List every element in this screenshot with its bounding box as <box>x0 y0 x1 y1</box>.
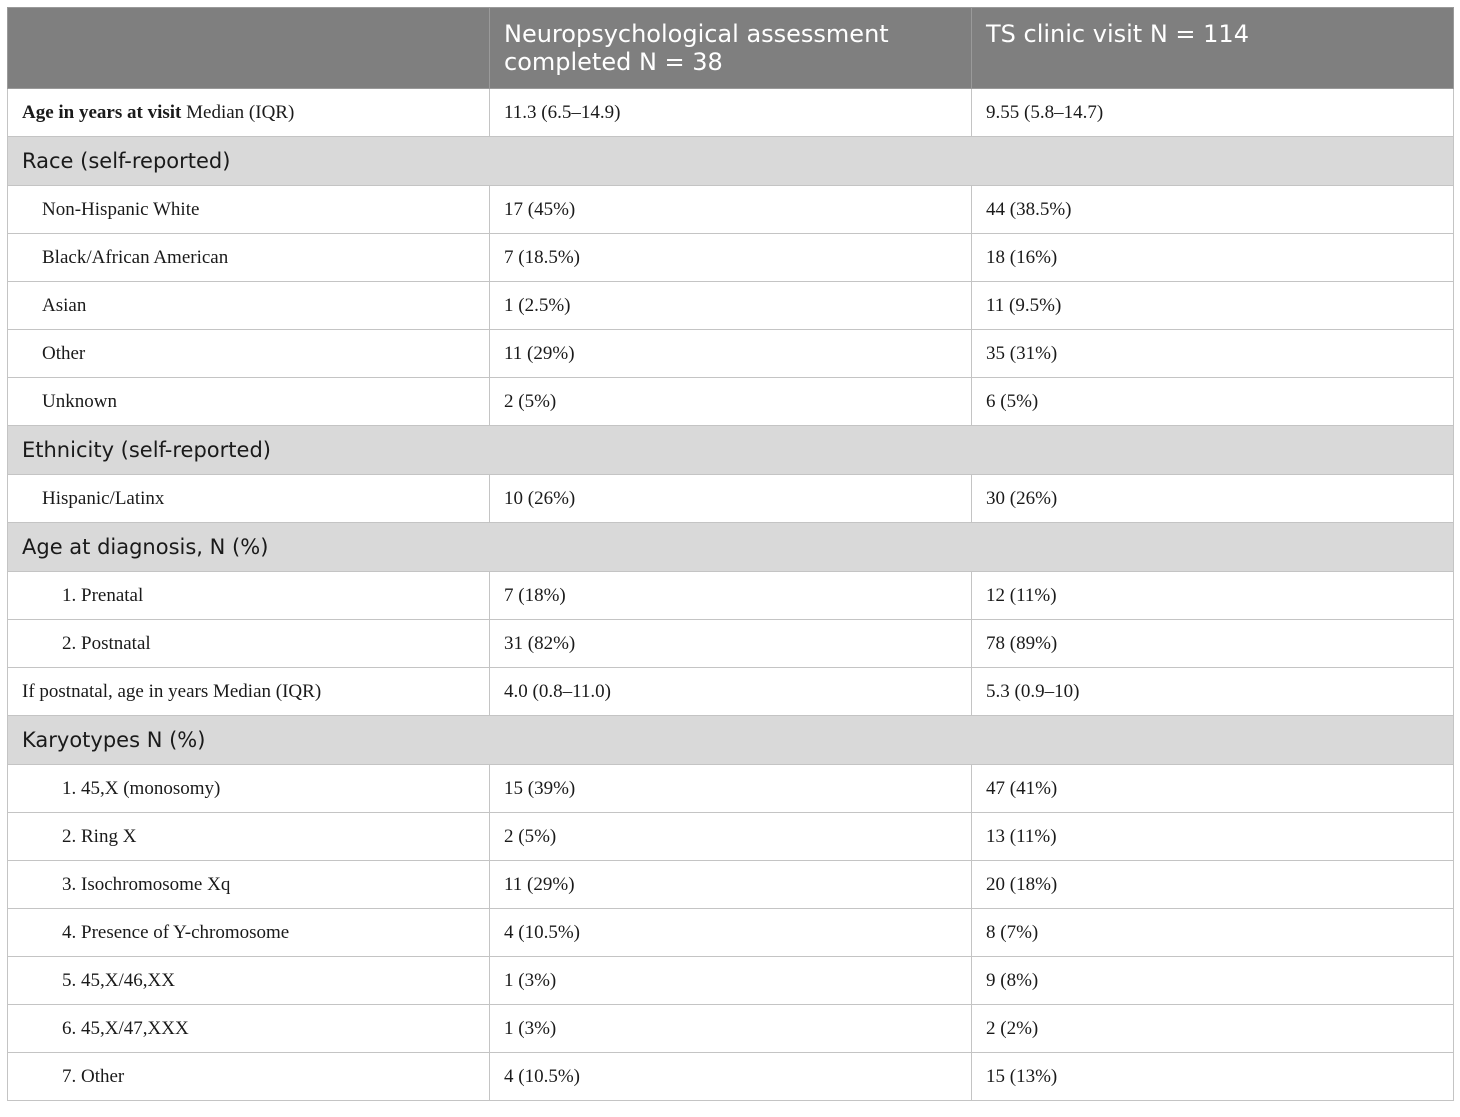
cell-ts-clinic: 5.3 (0.9–10) <box>972 668 1454 716</box>
row-label: 6. 45,X/47,XXX <box>8 1005 490 1053</box>
cell-neuropsych: 31 (82%) <box>490 620 972 668</box>
section-title: Age at diagnosis, N (%) <box>8 523 1454 572</box>
cell-ts-clinic: 30 (26%) <box>972 475 1454 523</box>
section-age-at-diagnosis <box>8 523 1454 572</box>
cell-neuropsych: 17 (45%) <box>490 186 972 234</box>
row-label: Black/African American <box>8 234 490 282</box>
cell-neuropsych: 4 (10.5%) <box>490 1053 972 1101</box>
cell-neuropsych: 7 (18.5%) <box>490 234 972 282</box>
row-label-rest: Median (IQR) <box>181 101 295 123</box>
cell-neuropsych: 2 (5%) <box>490 378 972 426</box>
table-row <box>8 234 1454 282</box>
table-row <box>8 813 1454 861</box>
table-row <box>8 909 1454 957</box>
table-row <box>8 861 1454 909</box>
table-row-age-at-visit <box>8 89 1454 137</box>
cell-neuropsych: 10 (26%) <box>490 475 972 523</box>
cell-neuropsych: 7 (18%) <box>490 572 972 620</box>
cell-neuropsych: 4.0 (0.8–11.0) <box>490 668 972 716</box>
row-label: Asian <box>8 282 490 330</box>
demographics-table-container <box>7 7 1453 1101</box>
header-blank <box>8 8 490 89</box>
row-label: 7. Other <box>8 1053 490 1101</box>
cell-neuropsych: 15 (39%) <box>490 765 972 813</box>
cell-ts-clinic: 18 (16%) <box>972 234 1454 282</box>
table-row <box>8 378 1454 426</box>
row-label <box>8 89 490 137</box>
table-row <box>8 957 1454 1005</box>
header-ts-clinic: TS clinic visit N = 114 <box>972 8 1454 89</box>
cell-ts-clinic: 13 (11%) <box>972 813 1454 861</box>
section-title: Ethnicity (self-reported) <box>8 426 1454 475</box>
cell-neuropsych: 1 (2.5%) <box>490 282 972 330</box>
row-label: 4. Presence of Y-chromosome <box>8 909 490 957</box>
section-karyotypes <box>8 716 1454 765</box>
header-row <box>8 8 1454 89</box>
cell-ts-clinic: 9 (8%) <box>972 957 1454 1005</box>
row-label: 5. 45,X/46,XX <box>8 957 490 1005</box>
cell-ts-clinic: 11 (9.5%) <box>972 282 1454 330</box>
table-row <box>8 765 1454 813</box>
row-label: 3. Isochromosome Xq <box>8 861 490 909</box>
cell-ts-clinic: 78 (89%) <box>972 620 1454 668</box>
table-row <box>8 475 1454 523</box>
cell-ts-clinic: 12 (11%) <box>972 572 1454 620</box>
row-label: 2. Ring X <box>8 813 490 861</box>
cell-ts-clinic: 47 (41%) <box>972 765 1454 813</box>
cell-ts-clinic: 9.55 (5.8–14.7) <box>972 89 1454 137</box>
cell-neuropsych: 11 (29%) <box>490 861 972 909</box>
cell-ts-clinic: 15 (13%) <box>972 1053 1454 1101</box>
cell-ts-clinic: 35 (31%) <box>972 330 1454 378</box>
table-row <box>8 186 1454 234</box>
row-label: 1. 45,X (monosomy) <box>8 765 490 813</box>
cell-ts-clinic: 8 (7%) <box>972 909 1454 957</box>
row-label: 1. Prenatal <box>8 572 490 620</box>
table-row <box>8 330 1454 378</box>
cell-ts-clinic: 6 (5%) <box>972 378 1454 426</box>
table-row <box>8 282 1454 330</box>
cell-ts-clinic: 44 (38.5%) <box>972 186 1454 234</box>
cell-neuropsych: 1 (3%) <box>490 1005 972 1053</box>
cell-ts-clinic: 20 (18%) <box>972 861 1454 909</box>
row-label: Other <box>8 330 490 378</box>
row-label: If postnatal, age in years Median (IQR) <box>8 668 490 716</box>
row-label: Non-Hispanic White <box>8 186 490 234</box>
cell-ts-clinic: 2 (2%) <box>972 1005 1454 1053</box>
row-label: 2. Postnatal <box>8 620 490 668</box>
cell-neuropsych: 2 (5%) <box>490 813 972 861</box>
cell-neuropsych: 4 (10.5%) <box>490 909 972 957</box>
table-row <box>8 620 1454 668</box>
cell-neuropsych: 1 (3%) <box>490 957 972 1005</box>
cell-neuropsych: 11 (29%) <box>490 330 972 378</box>
table-row <box>8 572 1454 620</box>
header-neuropsych: Neuropsychological assessment completed N = 38 <box>490 8 972 89</box>
table-row <box>8 1005 1454 1053</box>
table-row <box>8 1053 1454 1101</box>
table-row-postnatal-age <box>8 668 1454 716</box>
demographics-table <box>7 7 1454 1101</box>
section-ethnicity <box>8 426 1454 475</box>
section-race <box>8 137 1454 186</box>
row-label-bold: Age in years at visit <box>22 101 182 123</box>
row-label: Unknown <box>8 378 490 426</box>
row-label: Hispanic/Latinx <box>8 475 490 523</box>
section-title: Race (self-reported) <box>8 137 1454 186</box>
section-title: Karyotypes N (%) <box>8 716 1454 765</box>
cell-neuropsych: 11.3 (6.5–14.9) <box>490 89 972 137</box>
